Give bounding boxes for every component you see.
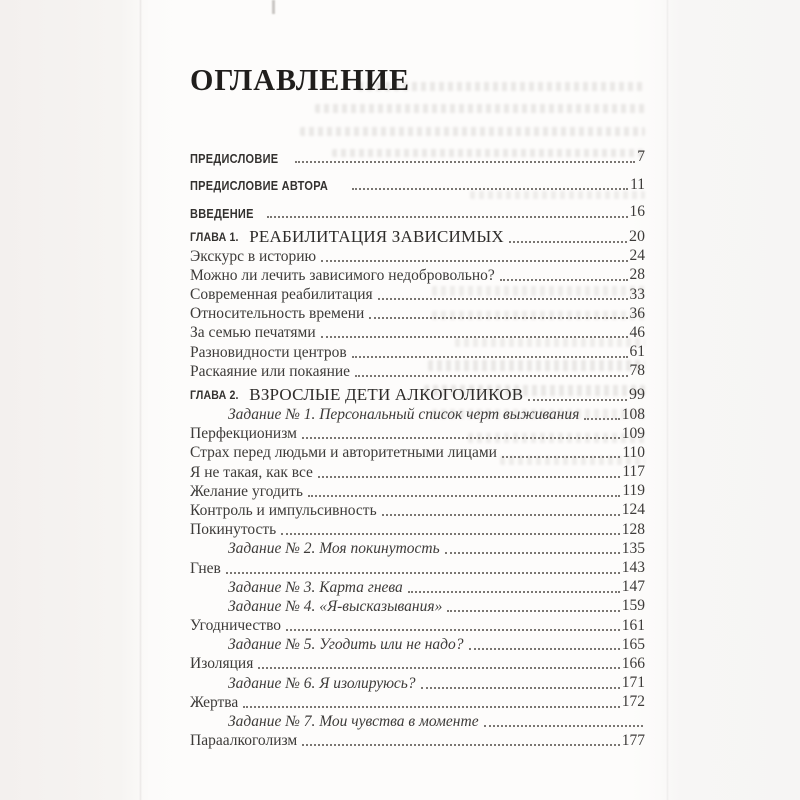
dot-leader — [302, 744, 620, 746]
toc-entry-page: 20 — [629, 228, 645, 245]
dot-leader — [484, 725, 643, 727]
dot-leader — [500, 279, 628, 281]
toc-entry-page: 165 — [621, 635, 645, 653]
toc-entry-label: Современная реабилитация — [190, 286, 373, 304]
toc-entry-page: 128 — [621, 520, 645, 538]
toc-entry-label: Задание № 1. Персональный список черт выживания — [228, 406, 580, 423]
toc-entry-page: 143 — [621, 559, 645, 576]
toc-entry-page: 7 — [637, 148, 645, 165]
toc-entry-page: 135 — [621, 539, 645, 557]
toc-entry-chapter-prefix: ГЛАВА 2. — [190, 388, 239, 403]
toc-entry-page: 177 — [621, 731, 645, 749]
dot-leader — [226, 572, 620, 574]
toc-entry-page: 124 — [621, 501, 645, 519]
toc-entry — [190, 482, 645, 501]
toc-entry-label: Гнев — [190, 559, 221, 577]
dot-leader — [378, 298, 628, 300]
toc-entry-label: Задание № 3. Карта гнева — [228, 578, 403, 596]
toc-entry-label: Относительность времени — [190, 305, 365, 323]
toc-entry-page: 24 — [629, 247, 645, 265]
toc-entry-page: 119 — [622, 482, 645, 500]
dot-leader — [352, 356, 628, 358]
toc-entry-label: ПРЕДИСЛОВИЕ АВТОРА — [190, 179, 329, 193]
toc-entry-label: Желание угодить — [190, 482, 303, 500]
toc-entry-page: 16 — [629, 203, 645, 220]
dot-leader — [258, 667, 619, 669]
dot-leader — [584, 418, 619, 420]
dot-leader — [286, 629, 620, 631]
toc-entry-label: РЕАБИЛИТАЦИЯ ЗАВИСИМЫХ — [249, 226, 504, 246]
toc-entry — [190, 693, 645, 712]
toc-entry — [190, 501, 645, 520]
toc-entry-page: 171 — [621, 674, 645, 692]
toc-entry — [190, 140, 645, 168]
dot-leader — [382, 514, 620, 516]
toc-entry — [190, 635, 645, 654]
toc-entry-label: Задание № 4. «Я-высказывания» — [228, 597, 443, 615]
dot-leader — [421, 687, 620, 689]
toc-entry-label: ВЗРОСЛЫЕ ДЕТИ АЛКОГОЛИКОВ — [249, 384, 524, 404]
toc-entry — [190, 304, 645, 323]
toc-entry — [190, 168, 645, 196]
toc-list — [190, 140, 645, 750]
dot-leader — [528, 399, 627, 401]
toc-entry-label: Страх перед людьми и авторитетными лицами — [190, 444, 497, 462]
toc-entry — [190, 342, 645, 361]
dot-leader — [509, 241, 627, 243]
toc-entry — [190, 266, 645, 285]
toc-entry-chapter-prefix: ГЛАВА 1. — [190, 230, 239, 244]
toc-entry-page: 78 — [629, 362, 645, 380]
toc-entry-label: Угодничество — [190, 617, 282, 635]
dot-leader — [445, 552, 620, 554]
toc-entry-page: 110 — [622, 443, 645, 461]
toc-entry-label: За семью печатями — [190, 324, 316, 342]
toc-entry — [190, 558, 645, 577]
toc-entry — [190, 443, 645, 462]
toc-entry — [190, 285, 645, 304]
dot-leader — [267, 216, 627, 218]
toc-entry — [190, 731, 645, 750]
toc-entry-label: Задание № 5. Угодить или не надо? — [228, 636, 464, 654]
toc-entry-page: 108 — [621, 405, 645, 423]
page-edge-right — [666, 0, 669, 800]
toc-entry-label: Можно ли лечить зависимого недобровольно? — [190, 266, 495, 284]
toc-entry — [190, 462, 645, 481]
toc-entry — [190, 597, 645, 616]
toc-entry-page: 36 — [629, 304, 645, 322]
dot-leader — [302, 437, 620, 439]
toc-entry — [190, 520, 645, 539]
toc-entry-label: Контроль и импульсивность — [190, 501, 377, 519]
toc-entry-label: Разновидности центров — [190, 343, 347, 361]
toc-entry-page: 99 — [629, 386, 645, 404]
toc-entry-label: Задание № 2. Моя покинутость — [228, 540, 440, 558]
dot-leader — [369, 317, 627, 319]
toc-entry-page: 28 — [629, 266, 645, 284]
toc-entry-label: Экскурс в историю — [190, 247, 317, 265]
toc-entry-label: Изоляция — [190, 655, 254, 673]
dot-leader — [318, 476, 620, 478]
dot-leader — [243, 706, 619, 708]
toc-entry — [190, 195, 645, 223]
toc-entry — [190, 654, 645, 673]
toc-entry-page: 117 — [622, 463, 645, 481]
toc-entry-label: ВВЕДЕНИЕ — [190, 206, 254, 221]
dot-leader — [355, 375, 627, 377]
toc-entry — [190, 384, 645, 405]
toc-entry-label: Задание № 6. Я изолируюсь? — [228, 674, 416, 692]
toc-entry — [190, 323, 645, 342]
dot-leader — [447, 610, 619, 612]
dot-leader — [469, 648, 620, 650]
toc-page — [190, 62, 645, 750]
dot-leader — [321, 336, 628, 338]
toc-entry-page: 11 — [630, 175, 645, 193]
toc-entry-label: Жертва — [190, 693, 239, 711]
toc-entry — [190, 539, 645, 558]
toc-entry-label: Покинутость — [190, 521, 277, 539]
toc-entry-label: Задание № 7. Мои чувства в моменте — [228, 713, 479, 730]
toc-entry — [190, 226, 645, 247]
toc-entry — [190, 712, 645, 731]
toc-entry-page: 109 — [621, 424, 645, 442]
dot-leader — [502, 456, 620, 458]
page-title: ОГЛАВЛЕНИЕ — [190, 62, 411, 97]
page-edge-left — [139, 0, 142, 800]
toc-entry-page: 166 — [621, 654, 645, 672]
toc-entry-page: 159 — [621, 597, 645, 615]
toc-entry — [190, 362, 645, 381]
toc-entry-page: 46 — [629, 323, 645, 341]
toc-entry — [190, 616, 645, 635]
dot-leader — [321, 260, 627, 262]
toc-entry-label: Параалкоголизм — [190, 732, 298, 750]
toc-entry — [190, 424, 645, 443]
dot-leader — [352, 188, 628, 190]
toc-entry-label: ПРЕДИСЛОВИЕ — [190, 151, 279, 166]
dot-leader — [281, 533, 620, 535]
toc-entry — [190, 405, 645, 424]
toc-entry — [190, 247, 645, 266]
toc-entry-label: Раскаяние или покаяние — [190, 362, 351, 380]
toc-entry-page: 172 — [621, 693, 645, 711]
toc-entry-page: 161 — [621, 616, 645, 634]
dot-leader — [295, 161, 635, 163]
dot-leader — [408, 591, 620, 593]
toc-entry — [190, 578, 645, 597]
toc-entry-label: Я не такая, как все — [190, 463, 313, 481]
photo-edge-artifact — [272, 0, 275, 14]
toc-entry-page: 147 — [621, 578, 645, 596]
dot-leader — [308, 495, 620, 497]
toc-entry-page: 33 — [629, 285, 645, 303]
toc-entry — [190, 673, 645, 692]
toc-entry-page: 61 — [629, 343, 645, 361]
toc-entry-label: Перфекционизм — [190, 425, 297, 443]
